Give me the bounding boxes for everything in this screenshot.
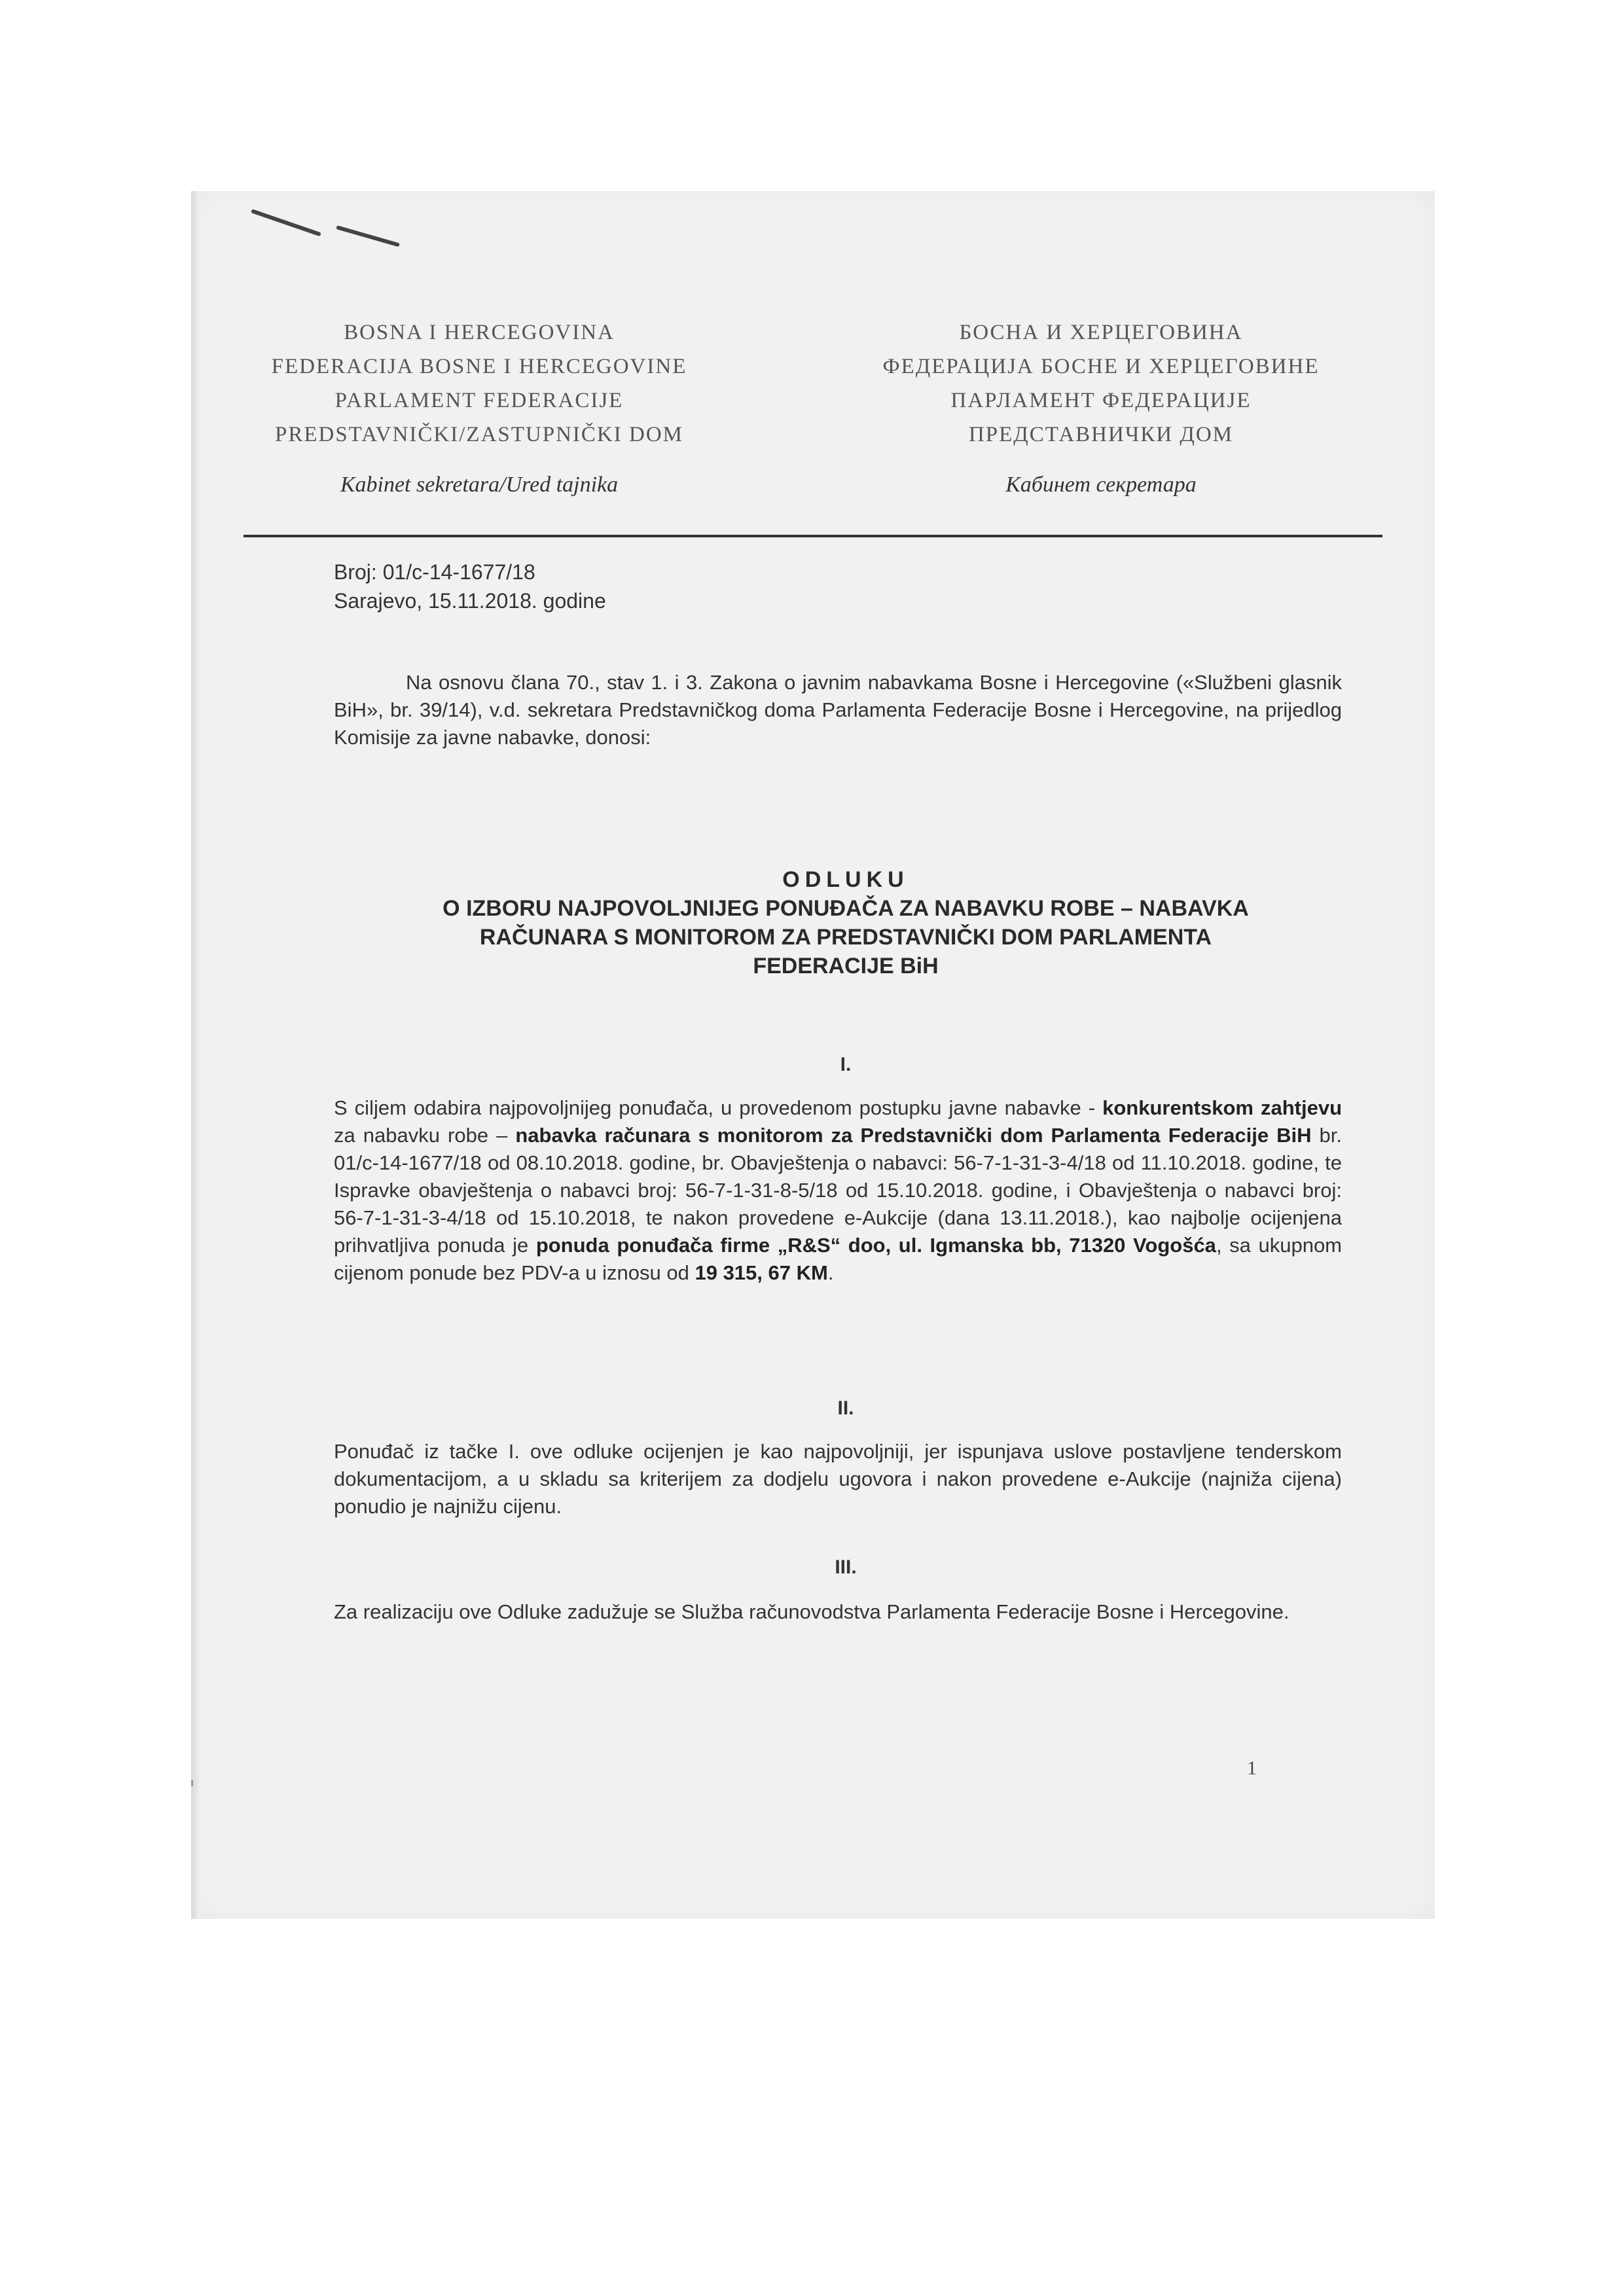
scan-edge-shadow	[191, 191, 200, 1919]
header-divider	[244, 535, 1382, 537]
bold-run: nabavka računara s monitorom za Predstavnički dom Parlamenta Federacije BiH	[515, 1124, 1312, 1147]
section-1-paragraph	[334, 1094, 1342, 1287]
bold-run: ponuda ponuđača firme „R&S“ doo, ul. Igmanska bb, 71320 Vogošća	[535, 1234, 1216, 1257]
place-date: Sarajevo, 15.11.2018. godine	[334, 589, 606, 613]
document-number: Broj: 01/c-14-1677/18	[334, 560, 535, 584]
header-line: BOSNA I HERCEGOVINA	[344, 321, 615, 344]
document-meta	[334, 558, 606, 615]
bold-run: 19 315, 67 KM	[695, 1261, 828, 1284]
header-line: ФЕДЕРАЦИЈА БОСНЕ И ХЕРЦЕГОВИНЕ	[882, 355, 1320, 378]
title-line: RAČUNARA S MONITOROM ZA PREDSTAVNIČKI DOM PARLAMENTA	[479, 925, 1212, 950]
text-run: .	[827, 1261, 834, 1284]
text-run: , sa ukupnom cijenom ponude bez PDV-a u iznosu od	[334, 1234, 1343, 1284]
section-2-paragraph: Ponuđač iz tačke I. ove odluke ocijenjen je kao najpovoljniji, jer ispunjava uslove postavljene tenderskom dokumentacijom, a u skladu sa kriterijem za dodjelu ugovora i nakon provedene e-Aukcije (najniža cijena) ponudio je najnižu cijenu.	[334, 1440, 1342, 1518]
text-run: S ciljem odabira najpovoljnijeg ponuđača, u provedenom postupku javne nabavke -	[334, 1096, 1103, 1119]
header-line: FEDERACIJA BOSNE I HERCEGOVINE	[271, 355, 687, 378]
header-line: ПРЕДСТАВНИЧКИ ДОМ	[968, 423, 1234, 446]
header-line: БОСНА И ХЕРЦЕГОВИНА	[959, 321, 1243, 344]
intro-paragraph: Na osnovu člana 70., stav 1. i 3. Zakona o javnim nabavkama Bosne i Hercegovine («Službeni glasnik BiH», br. 39/14), v.d. sekretara Predstavničkog doma Parlamenta Federacije Bosne i Hercegovine, na prijedlog Komisije za javne nabavke, donosi:	[334, 671, 1342, 749]
page-number: 1	[1247, 1757, 1257, 1779]
title-line: O IZBORU NAJPOVOLJNIJEG PONUĐAČA ZA NABAVKU ROBE – NABAVKA	[442, 896, 1249, 921]
office-name-latin: Kabinet sekretara/Ured tajnika	[340, 473, 619, 497]
bold-run: konkurentskom zahtjevu	[1102, 1096, 1343, 1119]
header-line: PREDSTAVNIČKI/ZASTUPNIČKI DOM	[274, 423, 684, 446]
header-left-latin	[244, 315, 715, 452]
pen-mark	[336, 225, 400, 247]
section-3-paragraph: Za realizaciju ove Odluke zadužuje se Služba računovodstva Parlamenta Federacije Bosne i Hercegovine.	[334, 1600, 1290, 1623]
scan-speck	[191, 1780, 193, 1786]
header-line: ПАРЛАМЕНТ ФЕДЕРАЦИЈЕ	[950, 389, 1252, 412]
pen-mark	[251, 209, 321, 236]
title-line: FEDERACIJE BiH	[753, 954, 939, 978]
section-heading-1: I.	[840, 1054, 852, 1075]
scanned-page	[191, 191, 1435, 1919]
text-run: za nabavku robe –	[334, 1124, 516, 1147]
section-heading-2: II.	[837, 1397, 854, 1419]
section-heading-3: III.	[835, 1556, 857, 1578]
header-right-cyrillic	[859, 315, 1343, 452]
text-run: br. 01/c-14-1677/18 od 08.10.2018. godine, br. Obavještenja o nabavci: 56-7-1-31-3-4/18 od 11.10.2018. godine, te Ispravke obavještenja o nabavci broj: 56-7-1-31-8-5/18 od 15.10.2018. godine, i Obavještenja o nabavci broj: 56-7-1-31-3-4/18 od 15.10.2018, te nakon provedene e-Aukcije (dana 13.11.2018.), kao najbolje ocijenjena prihvatljiva ponuda je	[334, 1124, 1342, 1257]
office-name-cyrillic: Кабинет секретара	[1005, 473, 1197, 497]
title-main: ODLUKU	[782, 867, 909, 892]
decision-title	[322, 865, 1369, 980]
header-line: PARLAMENT FEDERACIJE	[334, 389, 624, 412]
